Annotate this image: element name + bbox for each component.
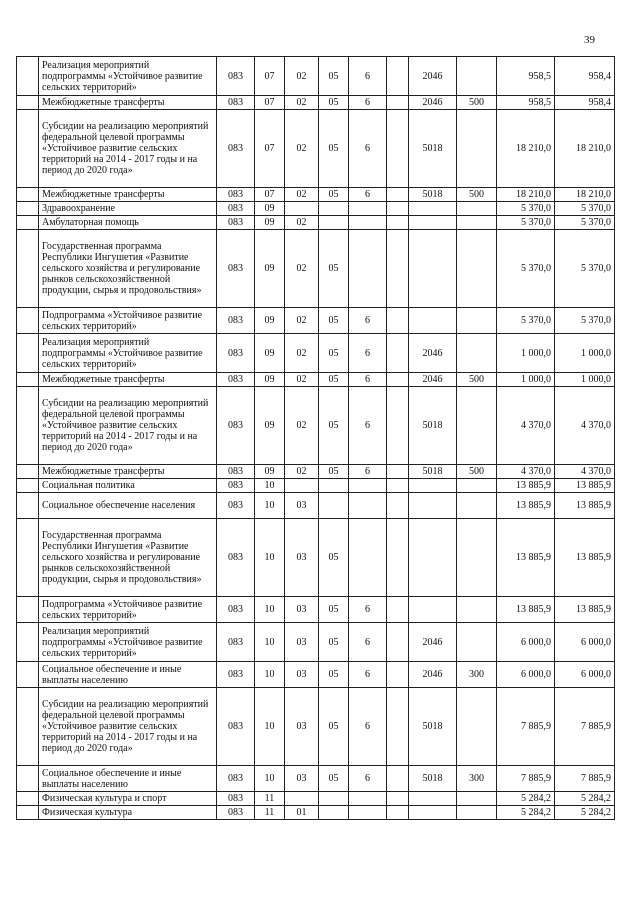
program-code: 05 <box>319 334 349 373</box>
program-code: 05 <box>319 387 349 465</box>
target-code <box>409 806 457 820</box>
table-row <box>17 493 615 519</box>
amount-1: 1 000,0 <box>497 334 555 373</box>
item-name: Подпрограмма «Устойчивое развитие сельских территорий» <box>39 597 217 623</box>
empty-cell <box>387 766 409 792</box>
subprogram-code <box>349 519 387 597</box>
section-code: 10 <box>255 519 285 597</box>
ministry-code: 083 <box>217 96 255 110</box>
item-name: Социальное обеспечение и иные выплаты населению <box>39 766 217 792</box>
expense-type-code <box>457 519 497 597</box>
empty-cell <box>387 308 409 334</box>
empty-cell <box>387 216 409 230</box>
empty-cell <box>387 334 409 373</box>
program-code <box>319 479 349 493</box>
ministry-code: 083 <box>217 373 255 387</box>
subsection-code: 03 <box>285 597 319 623</box>
table-row <box>17 216 615 230</box>
expense-type-code <box>457 202 497 216</box>
subprogram-code: 6 <box>349 57 387 96</box>
amount-2: 1 000,0 <box>555 334 615 373</box>
section-code: 07 <box>255 96 285 110</box>
table-row <box>17 230 615 308</box>
empty-cell <box>17 96 39 110</box>
program-code: 05 <box>319 373 349 387</box>
amount-1: 7 885,9 <box>497 766 555 792</box>
page-number: 39 <box>584 34 595 46</box>
empty-cell <box>17 766 39 792</box>
ministry-code: 083 <box>217 188 255 202</box>
empty-cell <box>17 597 39 623</box>
ministry-code: 083 <box>217 493 255 519</box>
empty-cell <box>17 519 39 597</box>
amount-2: 7 885,9 <box>555 766 615 792</box>
item-name: Амбулаторная помощь <box>39 216 217 230</box>
table-row <box>17 597 615 623</box>
item-name: Межбюджетные трансферты <box>39 465 217 479</box>
item-name: Реализация мероприятий подпрограммы «Устойчивое развитие сельских территорий» <box>39 623 217 662</box>
section-code: 07 <box>255 188 285 202</box>
empty-cell <box>387 597 409 623</box>
program-code: 05 <box>319 188 349 202</box>
target-code <box>409 230 457 308</box>
item-name: Государственная программа Республики Ингушетия «Развитие сельского хозяйства и регулирование рынков сельскохозяйственной продукции, сырья и продовольствия» <box>39 519 217 597</box>
empty-cell <box>17 465 39 479</box>
empty-cell <box>17 688 39 766</box>
ministry-code: 083 <box>217 57 255 96</box>
target-code: 5018 <box>409 465 457 479</box>
table-row <box>17 57 615 96</box>
expense-type-code <box>457 806 497 820</box>
ministry-code: 083 <box>217 688 255 766</box>
empty-cell <box>17 110 39 188</box>
ministry-code: 083 <box>217 202 255 216</box>
subprogram-code <box>349 493 387 519</box>
program-code: 05 <box>319 230 349 308</box>
section-code: 11 <box>255 806 285 820</box>
amount-2: 5 370,0 <box>555 202 615 216</box>
target-code <box>409 597 457 623</box>
item-name: Здравоохранение <box>39 202 217 216</box>
subprogram-code <box>349 202 387 216</box>
amount-1: 13 885,9 <box>497 493 555 519</box>
expense-type-code <box>457 216 497 230</box>
section-code: 10 <box>255 766 285 792</box>
subprogram-code: 6 <box>349 387 387 465</box>
target-code: 5018 <box>409 688 457 766</box>
section-code: 09 <box>255 373 285 387</box>
subprogram-code: 6 <box>349 465 387 479</box>
ministry-code: 083 <box>217 792 255 806</box>
amount-1: 4 370,0 <box>497 387 555 465</box>
subsection-code: 03 <box>285 623 319 662</box>
target-code: 5018 <box>409 110 457 188</box>
empty-cell <box>387 57 409 96</box>
ministry-code: 083 <box>217 334 255 373</box>
program-code: 05 <box>319 519 349 597</box>
amount-2: 958,4 <box>555 96 615 110</box>
subsection-code <box>285 202 319 216</box>
subprogram-code: 6 <box>349 188 387 202</box>
amount-2: 958,4 <box>555 57 615 96</box>
section-code: 09 <box>255 230 285 308</box>
subprogram-code: 6 <box>349 334 387 373</box>
section-code: 10 <box>255 662 285 688</box>
section-code: 10 <box>255 688 285 766</box>
item-name: Реализация мероприятий подпрограммы «Устойчивое развитие сельских территорий» <box>39 334 217 373</box>
target-code: 2046 <box>409 96 457 110</box>
ministry-code: 083 <box>217 597 255 623</box>
section-code: 09 <box>255 216 285 230</box>
program-code: 05 <box>319 623 349 662</box>
subsection-code: 02 <box>285 230 319 308</box>
table-row <box>17 519 615 597</box>
empty-cell <box>17 493 39 519</box>
amount-2: 18 210,0 <box>555 188 615 202</box>
amount-1: 6 000,0 <box>497 623 555 662</box>
subsection-code: 02 <box>285 110 319 188</box>
section-code: 09 <box>255 387 285 465</box>
item-name: Субсидии на реализацию мероприятий федеральной целевой программы «Устойчивое развитие сельских территорий на 2014 - 2017 годы и на период до 2020 года» <box>39 387 217 465</box>
ministry-code: 083 <box>217 806 255 820</box>
ministry-code: 083 <box>217 519 255 597</box>
section-code: 11 <box>255 792 285 806</box>
expense-type-code <box>457 110 497 188</box>
table-row <box>17 662 615 688</box>
target-code: 5018 <box>409 188 457 202</box>
expense-type-code <box>457 792 497 806</box>
table-row <box>17 96 615 110</box>
subprogram-code: 6 <box>349 110 387 188</box>
target-code <box>409 308 457 334</box>
ministry-code: 083 <box>217 766 255 792</box>
target-code: 2046 <box>409 623 457 662</box>
empty-cell <box>387 230 409 308</box>
table-row <box>17 806 615 820</box>
section-code: 10 <box>255 623 285 662</box>
target-code: 2046 <box>409 334 457 373</box>
empty-cell <box>387 387 409 465</box>
empty-cell <box>17 202 39 216</box>
subprogram-code <box>349 479 387 493</box>
empty-cell <box>17 216 39 230</box>
empty-cell <box>17 57 39 96</box>
empty-cell <box>17 334 39 373</box>
section-code: 09 <box>255 465 285 479</box>
program-code: 05 <box>319 465 349 479</box>
table-row <box>17 766 615 792</box>
expense-type-code <box>457 57 497 96</box>
subprogram-code <box>349 216 387 230</box>
ministry-code: 083 <box>217 308 255 334</box>
amount-1: 13 885,9 <box>497 519 555 597</box>
subprogram-code: 6 <box>349 623 387 662</box>
section-code: 10 <box>255 493 285 519</box>
amount-2: 1 000,0 <box>555 373 615 387</box>
target-code <box>409 216 457 230</box>
expense-type-code <box>457 623 497 662</box>
target-code: 5018 <box>409 387 457 465</box>
item-name: Подпрограмма «Устойчивое развитие сельских территорий» <box>39 308 217 334</box>
subsection-code: 03 <box>285 493 319 519</box>
expense-type-code: 300 <box>457 766 497 792</box>
amount-2: 6 000,0 <box>555 623 615 662</box>
subsection-code: 03 <box>285 766 319 792</box>
target-code <box>409 202 457 216</box>
table-row <box>17 334 615 373</box>
table-row <box>17 202 615 216</box>
item-name: Межбюджетные трансферты <box>39 373 217 387</box>
table-row <box>17 465 615 479</box>
table-row <box>17 623 615 662</box>
item-name: Социальное обеспечение и иные выплаты населению <box>39 662 217 688</box>
empty-cell <box>17 792 39 806</box>
program-code: 05 <box>319 662 349 688</box>
amount-2: 5 370,0 <box>555 308 615 334</box>
table-row <box>17 188 615 202</box>
subsection-code <box>285 479 319 493</box>
empty-cell <box>387 806 409 820</box>
empty-cell <box>387 623 409 662</box>
item-name: Государственная программа Республики Ингушетия «Развитие сельского хозяйства и регулирование рынков сельскохозяйственной продукции, сырья и продовольствия» <box>39 230 217 308</box>
subprogram-code <box>349 230 387 308</box>
amount-1: 5 370,0 <box>497 230 555 308</box>
subprogram-code <box>349 792 387 806</box>
amount-2: 5 370,0 <box>555 230 615 308</box>
table-row <box>17 688 615 766</box>
amount-2: 4 370,0 <box>555 387 615 465</box>
amount-2: 7 885,9 <box>555 688 615 766</box>
empty-cell <box>387 688 409 766</box>
section-code: 09 <box>255 334 285 373</box>
empty-cell <box>17 623 39 662</box>
empty-cell <box>387 465 409 479</box>
program-code: 05 <box>319 110 349 188</box>
subsection-code: 03 <box>285 688 319 766</box>
expense-type-code: 500 <box>457 96 497 110</box>
expense-type-code <box>457 230 497 308</box>
subprogram-code: 6 <box>349 308 387 334</box>
item-name: Межбюджетные трансферты <box>39 96 217 110</box>
budget-table <box>16 56 615 820</box>
item-name: Субсидии на реализацию мероприятий федеральной целевой программы «Устойчивое развитие сельских территорий на 2014 - 2017 годы и на период до 2020 года» <box>39 688 217 766</box>
expense-type-code <box>457 334 497 373</box>
empty-cell <box>387 662 409 688</box>
item-name: Социальная политика <box>39 479 217 493</box>
subprogram-code: 6 <box>349 96 387 110</box>
empty-cell <box>387 188 409 202</box>
empty-cell <box>387 792 409 806</box>
ministry-code: 083 <box>217 479 255 493</box>
subprogram-code <box>349 806 387 820</box>
amount-1: 13 885,9 <box>497 597 555 623</box>
program-code: 05 <box>319 96 349 110</box>
subsection-code: 02 <box>285 216 319 230</box>
amount-2: 6 000,0 <box>555 662 615 688</box>
empty-cell <box>387 110 409 188</box>
empty-cell <box>387 479 409 493</box>
empty-cell <box>17 373 39 387</box>
amount-2: 18 210,0 <box>555 110 615 188</box>
ministry-code: 083 <box>217 230 255 308</box>
amount-1: 5 284,2 <box>497 792 555 806</box>
item-name: Физическая культура и спорт <box>39 792 217 806</box>
subprogram-code: 6 <box>349 662 387 688</box>
amount-1: 5 370,0 <box>497 216 555 230</box>
item-name: Физическая культура <box>39 806 217 820</box>
subsection-code: 03 <box>285 519 319 597</box>
amount-1: 4 370,0 <box>497 465 555 479</box>
empty-cell <box>387 493 409 519</box>
program-code: 05 <box>319 688 349 766</box>
target-code: 2046 <box>409 662 457 688</box>
subprogram-code: 6 <box>349 766 387 792</box>
item-name: Субсидии на реализацию мероприятий федеральной целевой программы «Устойчивое развитие сельских территорий на 2014 - 2017 годы и на период до 2020 года» <box>39 110 217 188</box>
amount-1: 958,5 <box>497 96 555 110</box>
amount-1: 5 370,0 <box>497 308 555 334</box>
amount-1: 5 284,2 <box>497 806 555 820</box>
target-code <box>409 519 457 597</box>
program-code: 05 <box>319 308 349 334</box>
program-code: 05 <box>319 597 349 623</box>
subsection-code: 02 <box>285 188 319 202</box>
table-body <box>17 57 615 820</box>
amount-1: 18 210,0 <box>497 110 555 188</box>
amount-1: 13 885,9 <box>497 479 555 493</box>
amount-2: 13 885,9 <box>555 493 615 519</box>
empty-cell <box>387 202 409 216</box>
subprogram-code: 6 <box>349 373 387 387</box>
section-code: 07 <box>255 110 285 188</box>
expense-type-code <box>457 387 497 465</box>
amount-2: 5 370,0 <box>555 216 615 230</box>
amount-2: 13 885,9 <box>555 597 615 623</box>
subsection-code: 02 <box>285 387 319 465</box>
section-code: 09 <box>255 202 285 216</box>
subsection-code: 02 <box>285 465 319 479</box>
empty-cell <box>387 96 409 110</box>
ministry-code: 083 <box>217 387 255 465</box>
program-code: 05 <box>319 57 349 96</box>
item-name: Реализация мероприятий подпрограммы «Устойчивое развитие сельских территорий» <box>39 57 217 96</box>
empty-cell <box>17 806 39 820</box>
ministry-code: 083 <box>217 110 255 188</box>
amount-2: 4 370,0 <box>555 465 615 479</box>
target-code <box>409 479 457 493</box>
table-row <box>17 387 615 465</box>
subsection-code <box>285 792 319 806</box>
amount-2: 13 885,9 <box>555 519 615 597</box>
program-code: 05 <box>319 766 349 792</box>
program-code <box>319 216 349 230</box>
amount-2: 5 284,2 <box>555 792 615 806</box>
section-code: 09 <box>255 308 285 334</box>
subprogram-code: 6 <box>349 688 387 766</box>
section-code: 10 <box>255 479 285 493</box>
expense-type-code <box>457 493 497 519</box>
expense-type-code <box>457 688 497 766</box>
amount-2: 13 885,9 <box>555 479 615 493</box>
amount-1: 7 885,9 <box>497 688 555 766</box>
expense-type-code: 500 <box>457 188 497 202</box>
amount-1: 5 370,0 <box>497 202 555 216</box>
table-row <box>17 110 615 188</box>
empty-cell <box>17 188 39 202</box>
target-code <box>409 792 457 806</box>
subsection-code: 02 <box>285 308 319 334</box>
target-code <box>409 493 457 519</box>
ministry-code: 083 <box>217 662 255 688</box>
program-code <box>319 202 349 216</box>
subsection-code: 02 <box>285 57 319 96</box>
amount-1: 18 210,0 <box>497 188 555 202</box>
empty-cell <box>17 662 39 688</box>
item-name: Социальное обеспечение населения <box>39 493 217 519</box>
empty-cell <box>17 387 39 465</box>
program-code <box>319 806 349 820</box>
empty-cell <box>17 230 39 308</box>
subsection-code: 03 <box>285 662 319 688</box>
table-row <box>17 792 615 806</box>
expense-type-code <box>457 308 497 334</box>
amount-1: 958,5 <box>497 57 555 96</box>
ministry-code: 083 <box>217 465 255 479</box>
target-code: 5018 <box>409 766 457 792</box>
table-row <box>17 308 615 334</box>
empty-cell <box>387 373 409 387</box>
program-code <box>319 493 349 519</box>
amount-2: 5 284,2 <box>555 806 615 820</box>
empty-cell <box>17 308 39 334</box>
amount-1: 6 000,0 <box>497 662 555 688</box>
expense-type-code: 500 <box>457 465 497 479</box>
section-code: 07 <box>255 57 285 96</box>
amount-1: 1 000,0 <box>497 373 555 387</box>
subsection-code: 01 <box>285 806 319 820</box>
section-code: 10 <box>255 597 285 623</box>
empty-cell <box>17 479 39 493</box>
table-row <box>17 373 615 387</box>
ministry-code: 083 <box>217 623 255 662</box>
ministry-code: 083 <box>217 216 255 230</box>
target-code: 2046 <box>409 373 457 387</box>
subprogram-code: 6 <box>349 597 387 623</box>
item-name: Межбюджетные трансферты <box>39 188 217 202</box>
table-row <box>17 479 615 493</box>
expense-type-code: 300 <box>457 662 497 688</box>
subsection-code: 02 <box>285 334 319 373</box>
subsection-code: 02 <box>285 96 319 110</box>
subsection-code: 02 <box>285 373 319 387</box>
expense-type-code: 500 <box>457 373 497 387</box>
target-code: 2046 <box>409 57 457 96</box>
empty-cell <box>387 519 409 597</box>
expense-type-code <box>457 597 497 623</box>
expense-type-code <box>457 479 497 493</box>
program-code <box>319 792 349 806</box>
